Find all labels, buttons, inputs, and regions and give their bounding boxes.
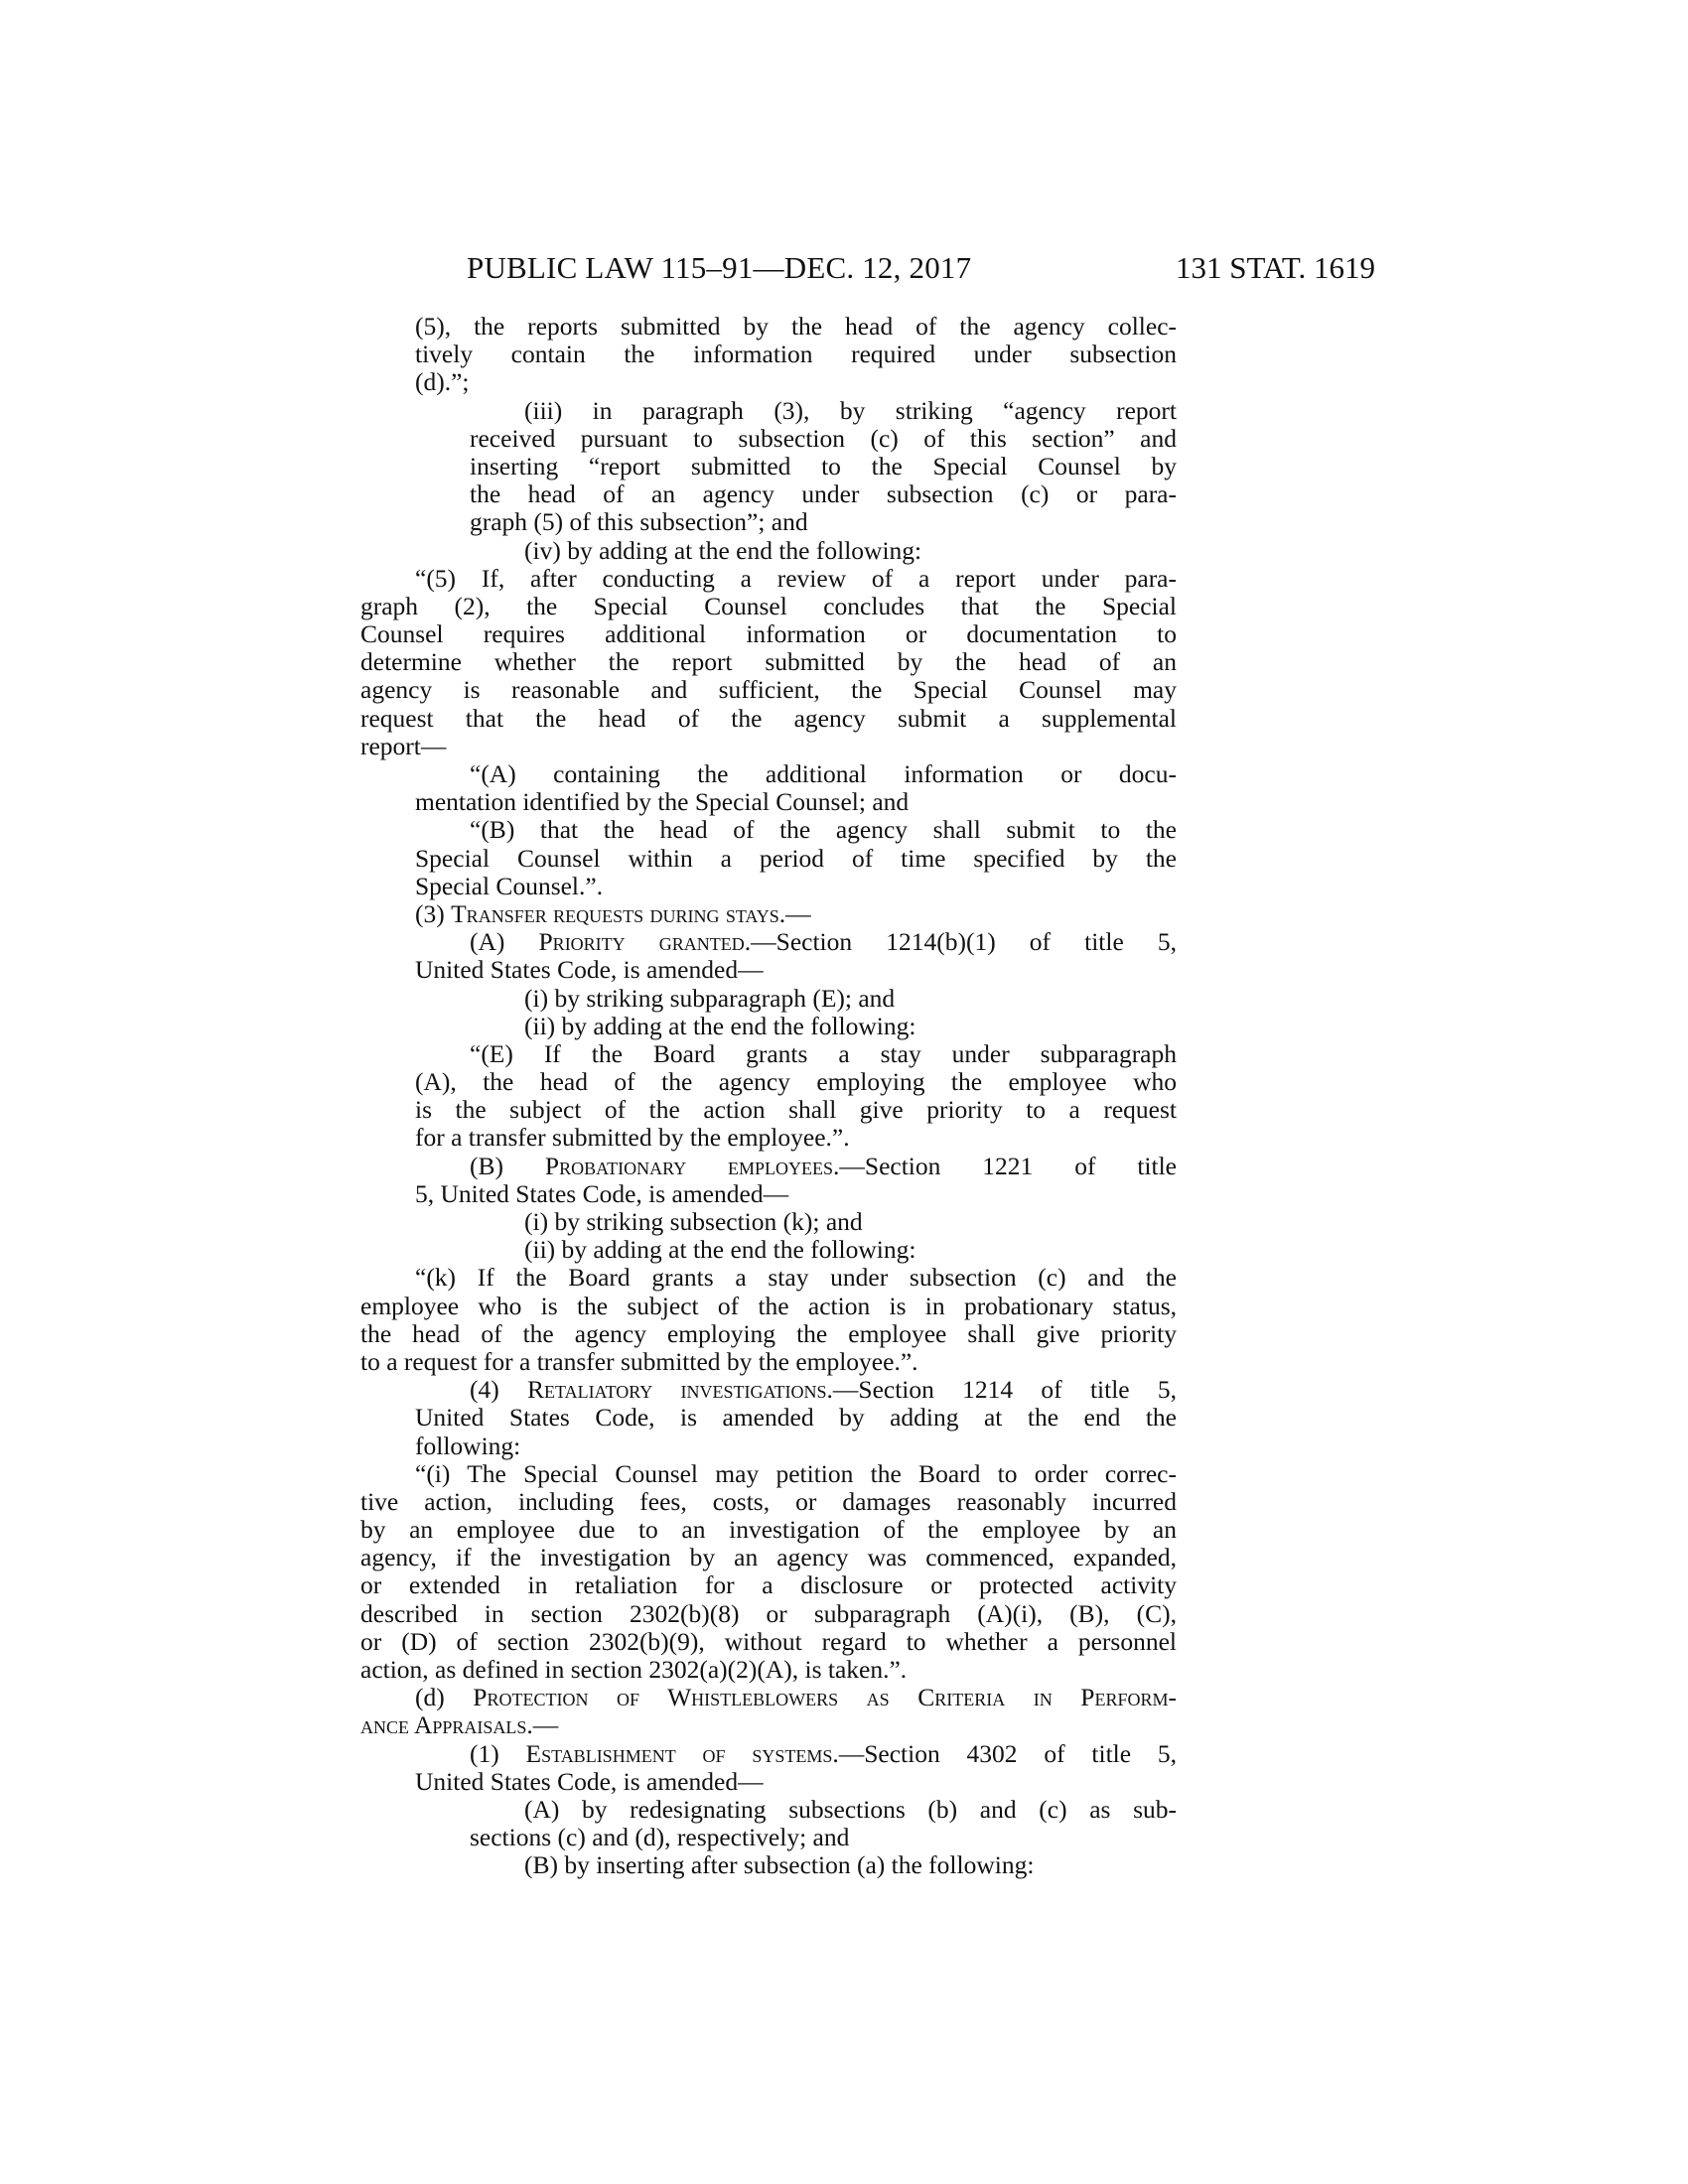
text-line: (5), the reports submitted by the head of the agency collec- — [415, 312, 1177, 341]
text-line — [360, 1153, 1177, 1180]
text-line: report— — [360, 731, 447, 760]
line-prefix: (B) — [470, 1151, 545, 1180]
text-line: mentation identified by the Special Counsel; and — [415, 787, 910, 817]
text-line: received pursuant to subsection (c) of this section” and — [470, 423, 1177, 453]
text-line — [360, 1684, 1177, 1711]
text-line: agency is reasonable and sufficient, the Special Counsel may — [360, 675, 1177, 705]
text-line: to a request for a transfer submitted by the employee.”. — [360, 1346, 918, 1376]
text-line: (i) by striking subsection (k); and — [524, 1207, 863, 1236]
text-line: “(5) If, after conducting a review of a report under para- — [415, 563, 1177, 593]
section-heading: Transfer requests during stays — [451, 898, 779, 928]
text-line: United States Code, is amended by adding at the end the — [415, 1403, 1177, 1433]
text-line: by an employee due to an investigation of the employee by an — [360, 1515, 1177, 1545]
text-line: Special Counsel within a period of time specified by the — [415, 843, 1177, 873]
text-line: “(k) If the Board grants a stay under subsection (c) and the — [415, 1263, 1177, 1293]
line-prefix: (3) — [415, 898, 452, 928]
line-prefix: (4) — [470, 1375, 528, 1405]
text-line: or (D) of section 2302(b)(9), without regard to whether a personnel — [360, 1626, 1177, 1656]
line-suffix: .— — [526, 1710, 559, 1740]
text-line: agency, if the investigation by an agency was commenced, expanded, — [360, 1543, 1177, 1572]
document-body — [360, 313, 1177, 1880]
text-line: (i) by striking subparagraph (E); and — [524, 983, 896, 1013]
text-line: request that the head of the agency submit a supplemental — [360, 703, 1177, 733]
header-page-number: 131 STAT. 1619 — [1175, 250, 1375, 285]
text-line — [360, 1711, 1177, 1739]
text-line: “(B) that the head of the agency shall submit to the — [470, 815, 1177, 845]
text-line: inserting “report submitted to the Special Counsel by — [470, 451, 1177, 480]
text-line: tive action, including fees, costs, or damages reasonably incurred — [360, 1486, 1177, 1516]
text-line: or extended in retaliation for a disclosure or protected activity — [360, 1570, 1177, 1600]
text-line: the head of the agency employing the employee shall give priority — [360, 1318, 1177, 1348]
text-line: (B) by inserting after subsection (a) the following: — [524, 1850, 1035, 1880]
text-line: “(A) containing the additional information or docu- — [470, 759, 1177, 788]
text-line — [360, 928, 1177, 956]
header-title: PUBLIC LAW 115–91—DEC. 12, 2017 — [467, 250, 972, 285]
text-line: for a transfer submitted by the employee.”. — [415, 1123, 850, 1153]
line-prefix: (A) — [470, 927, 539, 957]
text-line: (iii) in paragraph (3), by striking “agency report — [524, 395, 1177, 425]
text-line: (ii) by adding at the end the following: — [524, 1235, 916, 1265]
line-suffix: .—Section 1214 of title 5, — [826, 1375, 1178, 1405]
text-line: sections (c) and (d), respectively; and — [470, 1823, 850, 1852]
text-line: “(i) The Special Counsel may petition the Board to order correc- — [415, 1458, 1177, 1488]
line-suffix: .—Section 4302 of title 5, — [832, 1738, 1177, 1768]
text-line — [360, 900, 1177, 928]
text-line: (A), the head of the agency employing the employee who — [415, 1067, 1177, 1097]
line-suffix: .— — [778, 898, 811, 928]
section-heading: Protection of Whistleblowers as Criteria in Perform- — [473, 1683, 1177, 1712]
text-line: action, as defined in section 2302(a)(2)(A), is taken.”. — [360, 1655, 908, 1684]
text-line — [360, 1376, 1177, 1404]
section-heading: Establishment of systems — [525, 1738, 833, 1768]
text-line: described in section 2302(b)(8) or subparagraph (A)(i), (B), (C), — [360, 1598, 1177, 1628]
text-line: United States Code, is amended— — [415, 955, 764, 985]
section-heading: Probationary employees — [544, 1151, 834, 1180]
text-line: Counsel requires additional information or documentation to — [360, 619, 1177, 649]
text-line: graph (5) of this subsection”; and — [470, 507, 808, 537]
line-suffix: .—Section 1221 of title — [833, 1151, 1177, 1180]
text-line: (d).”; — [415, 367, 470, 397]
text-line: following: — [415, 1431, 521, 1460]
text-line: Special Counsel.”. — [415, 871, 604, 900]
text-line: the head of an agency under subsection (c) or para- — [470, 479, 1177, 509]
text-line: “(E) If the Board grants a stay under subparagraph — [470, 1038, 1177, 1068]
line-suffix: .—Section 1214(b)(1) of title 5, — [744, 927, 1177, 957]
text-line: 5, United States Code, is amended— — [415, 1178, 789, 1208]
page-header — [467, 248, 1375, 288]
line-prefix: (1) — [470, 1738, 526, 1768]
section-heading: Retaliatory investigations — [527, 1375, 827, 1405]
line-prefix: (d) — [415, 1683, 474, 1712]
text-line: is the subject of the action shall give priority to a request — [415, 1095, 1177, 1125]
text-line: employee who is the subject of the action is in probationary status, — [360, 1291, 1177, 1320]
text-line: determine whether the report submitted by the head of an — [360, 647, 1177, 677]
text-line: United States Code, is amended— — [415, 1766, 764, 1796]
text-line: tively contain the information required under subsection — [415, 340, 1177, 369]
text-line — [360, 1740, 1177, 1768]
section-heading: Priority granted — [538, 927, 745, 957]
text-line: (ii) by adding at the end the following: — [524, 1011, 916, 1040]
text-line: (A) by redesignating subsections (b) and (c) as sub- — [524, 1794, 1177, 1824]
text-line: (iv) by adding at the end the following: — [524, 535, 922, 565]
text-line: graph (2), the Special Counsel concludes that the Special — [360, 591, 1177, 620]
section-heading: ance Appraisals — [360, 1710, 527, 1740]
